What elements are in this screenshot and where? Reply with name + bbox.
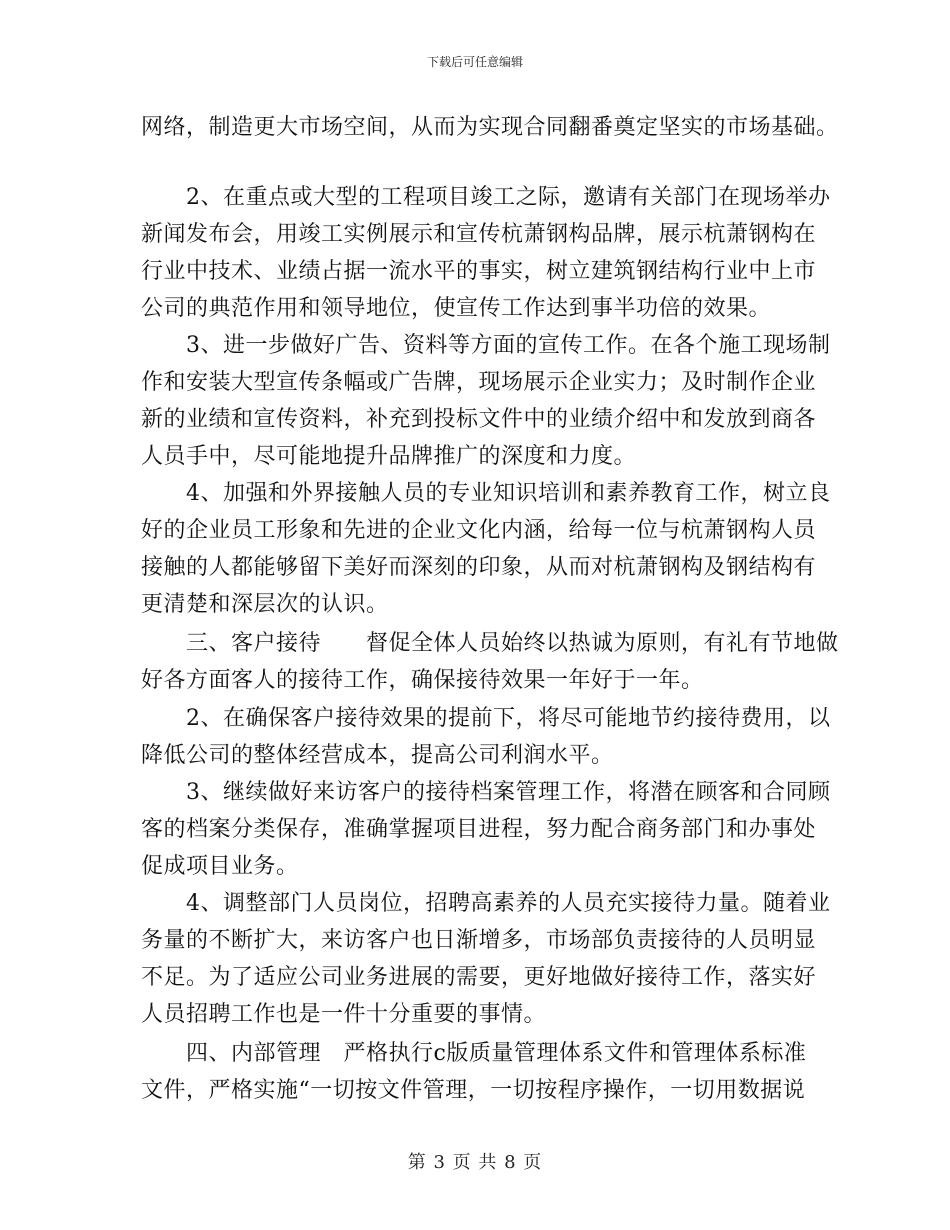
text-line: 务量的不断扩大，来访客户也日渐增多，市场部负责接待的人员明显 [141, 928, 817, 953]
text-line: 四、内部管理 严格执行c版质量管理体系文件和管理体系标准 [141, 1041, 807, 1066]
text-line: 不足。为了适应公司业务进展的需要，更好地做好接待工作，落实好 [141, 965, 817, 990]
text-line: 客的档案分类保存，准确掌握项目进程，努力配合商务部门和办事处 [141, 817, 817, 842]
text-line: 三、客户接待 督促全体人员始终以热诚为原则，有礼有节地做 [141, 631, 839, 656]
text-line: 3、继续做好来访客户的接待档案管理工作，将潜在顾客和合同顾 [141, 780, 831, 805]
text-line: 新闻发布会，用竣工实例展示和宣传杭萧钢构品牌，展示杭萧钢构在 [141, 222, 817, 247]
text-line: 降低公司的整体经营成本，提高公司利润水平。 [141, 743, 614, 768]
text-line: 2、在重点或大型的工程项目竣工之际，邀请有关部门在现场举办 [141, 185, 831, 210]
page-footer: 第 3 页 共 8 页 [407, 1152, 543, 1173]
text-line: 作和安装大型宣传条幅或广告牌，现场展示企业实力；及时制作企业 [141, 370, 817, 395]
text-line: 4、调整部门人员岗位，招聘高素养的人员充实接待力量。随着业 [141, 891, 831, 916]
text-line: 2、在确保客户接待效果的提前下，将尽可能地节约接待费用，以 [141, 706, 831, 731]
text-line: 接触的人都能够留下美好而深刻的印象，从而对杭萧钢构及钢结构有 [141, 555, 817, 580]
text-line: 4、加强和外界接触人员的专业知识培训和素养教育工作，树立良 [141, 481, 831, 506]
page-header: 下载后可任意编辑 [426, 55, 523, 69]
text-line: 行业中技术、业绩占据一流水平的事实，树立建筑钢结构行业中上市 [141, 259, 817, 284]
text-line: 文件，严格实施“一切按文件管理，一切按程序操作，一切用数据说 [141, 1078, 806, 1103]
text-line: 更清楚和深层次的认识。 [141, 592, 389, 617]
text-line: 3、进一步做好广告、资料等方面的宣传工作。在各个施工现场制 [141, 333, 831, 358]
text-line: 网络，制造更大市场空间，从而为实现合同翻番奠定坚实的市场基础。 [141, 115, 839, 140]
text-line: 人员手中，尽可能地提升品牌推广的深度和力度。 [141, 444, 637, 469]
text-line: 新的业绩和宣传资料，补充到投标文件中的业绩介绍中和发放到商各 [141, 407, 817, 432]
text-line: 促成项目业务。 [141, 854, 299, 879]
text-line: 好各方面客人的接待工作，确保接待效果一年好于一年。 [141, 668, 704, 693]
text-line: 人员招聘工作也是一件十分重要的事情。 [141, 1002, 547, 1027]
text-line: 公司的典范作用和领导地位，使宣传工作达到事半功倍的效果。 [141, 296, 772, 321]
text-line: 好的企业员工形象和先进的企业文化内涵，给每一位与杭萧钢构人员 [141, 518, 817, 543]
